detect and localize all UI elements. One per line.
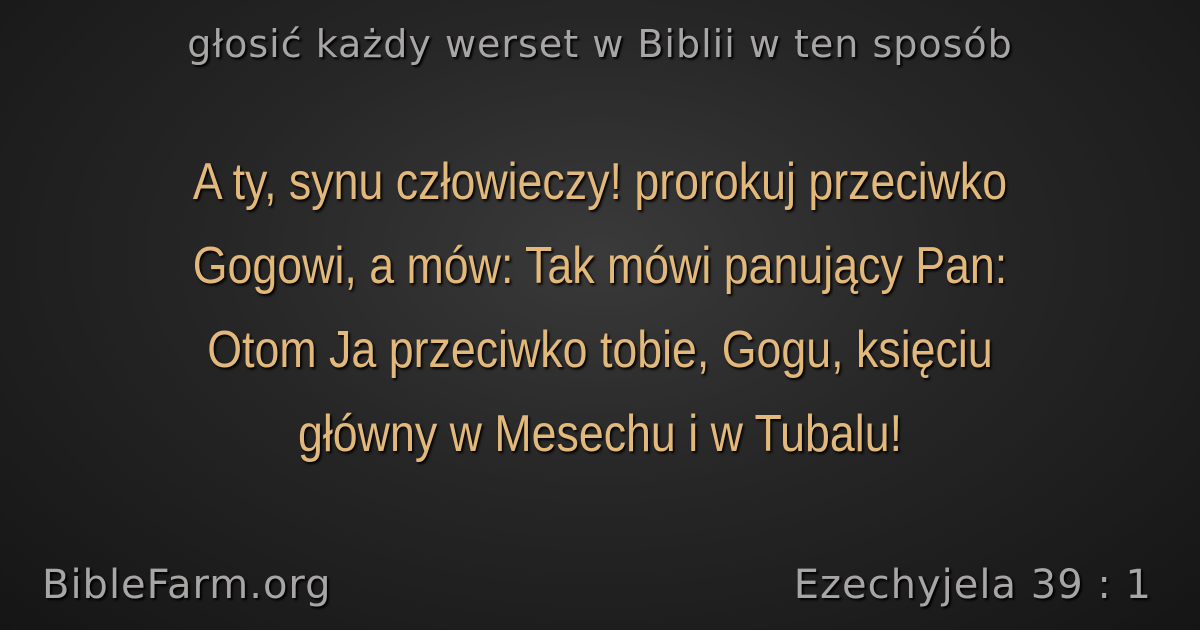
verse-reference: Ezechyjela 39 : 1: [793, 562, 1152, 608]
site-name: BibleFarm.org: [42, 562, 332, 608]
tagline-header: głosić każdy werset w Biblii w ten sposób: [187, 22, 1013, 66]
verse-text: A ty, synu człowieczy! prorokuj przeciwko Gogowi, a mów: Tak mówi panujący Pan: Otom Ja przeciwko tobie, Gogu, księciu główny w Mesechu i w Tubalu!: [192, 153, 1008, 463]
